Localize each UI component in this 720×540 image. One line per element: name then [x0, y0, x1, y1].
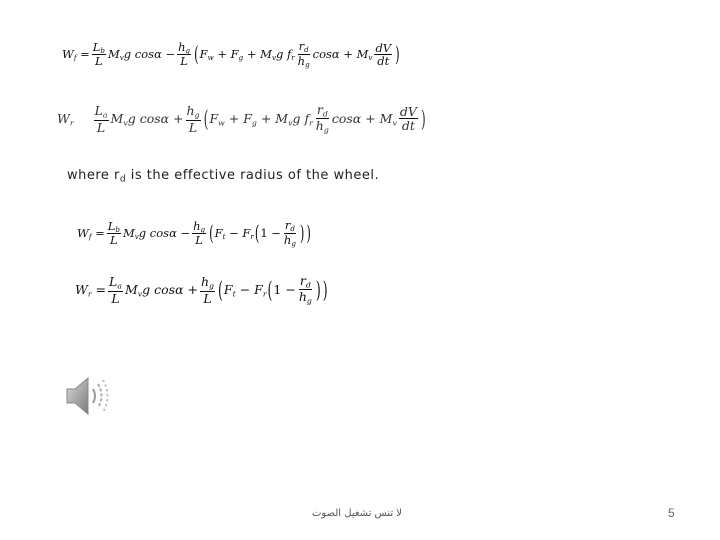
caption-suffix: is the effective radius of the wheel.	[126, 168, 380, 183]
equation-wr-full: $W_r$ $\frac{L_a}{L}$ $M_vg$ cosα + $\frac{h_g}{L}$ ( $F_w + F_g + M_vg$ $f_r$ $\frac{r_d}{h_g}$ $\cos\alpha + M_v$ $\frac{dV}{dt}$ )	[57, 102, 426, 135]
footer-note: لا تنس تشغيل الصوت	[312, 508, 402, 519]
equation-wr-simplified: $W_r$ = $\frac{L_a}{L}$ $M_vg$ cosα + $\frac{h_g}{L}$ ( $F_t - F_r$ ( 1 − $\frac{r_d}{h_g}$ ) )	[75, 273, 328, 306]
speaker-icon[interactable]	[64, 375, 114, 417]
page-number: 5	[668, 506, 675, 520]
caption-subscript: d	[119, 174, 127, 185]
equation-wf-full: $W_f$ = $\frac{L_b}{L}$ $M_vg$ cosα − $\frac{h_g}{L}$ ( $F_w + F_g + M_vg$ $f_r$ $\frac{r_d}{h_g}$ $\cos\alpha + M_v$ $\frac{dV}{dt}$ )	[62, 39, 400, 69]
equation-wf-simplified: $W_f$ = $\frac{L_b}{L}$ $M_vg$ cosα − $\frac{h_g}{L}$ ( $F_t - F_r$ ( 1 − $\frac{r_d}{h_g}$ ) )	[77, 218, 311, 248]
caption-prefix: where r	[67, 168, 120, 183]
caption-text	[67, 168, 379, 185]
